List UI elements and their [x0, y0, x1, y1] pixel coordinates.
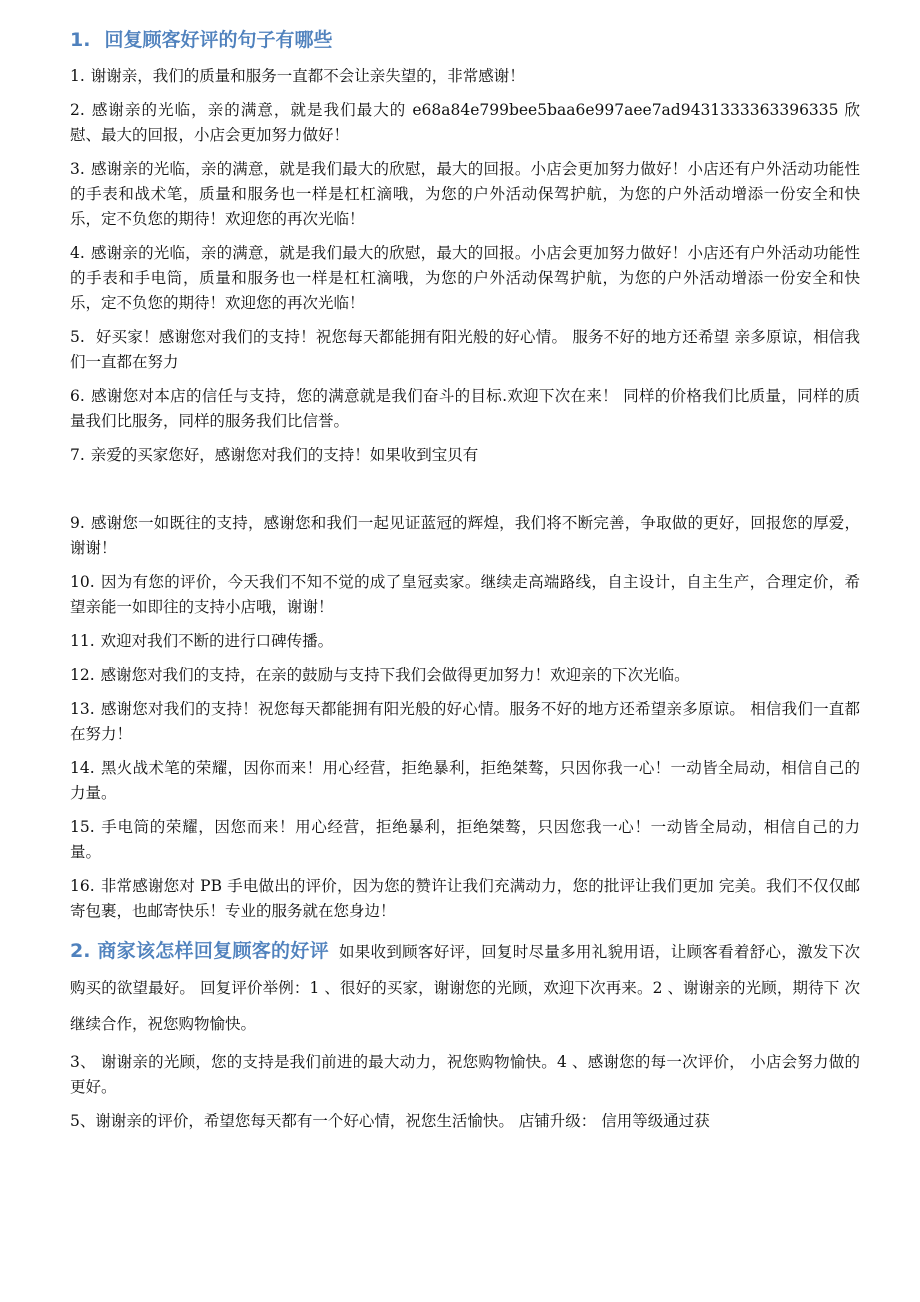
list-item: 1. 谢谢亲，我们的质量和服务一直都不会让亲失望的，非常感谢！	[70, 67, 525, 85]
list-item: 14. 黑火战术笔的荣耀，因你而来！用心经营，拒绝暴利，拒绝桀骜，只因你我一心！一动皆全局动，相信自己的力量。	[70, 759, 860, 802]
blank-gap	[70, 477, 860, 511]
section-1-heading	[70, 26, 860, 54]
tail-paragraph: 5、谢谢亲的评价，希望您每天都有一个好心情，祝您生活愉快。 店铺升级： 信用等级通过获	[70, 1112, 710, 1130]
section-2-body: 如果收到顾客好评，回复时尽量多用礼貌用语，让顾客看着舒心，激发下次购买的欲望最好。 回复评价举例：1 、很好的买家，谢谢您的光顾，欢迎下次再来。2 、谢谢亲的光顾，期待下 次继续合作，祝您购物愉快。	[70, 943, 860, 1033]
list-item: 4. 感谢亲的光临，亲的满意，就是我们最大的欣慰，最大的回报。小店会更加努力做好！小店还有户外活动功能性的手表和手电筒，质量和服务也一样是杠杠滴哦，为您的户外活动保驾护航，为您的户外活动增添一份安全和快乐，定不负您的期待！欢迎您的再次光临！	[70, 244, 860, 312]
list-item: 5. 好买家！感谢您对我们的支持！祝您每天都能拥有阳光般的好心情。 服务不好的地方还希望 亲多原谅，相信我们一直都在努力	[70, 328, 860, 371]
list-item: 3. 感谢亲的光临，亲的满意，就是我们最大的欣慰，最大的回报。小店会更加努力做好！小店还有户外活动功能性的手表和战术笔，质量和服务也一样是杠杠滴哦，为您的户外活动保驾护航，为您的户外活动增添一份安全和快乐，定不负您的期待！欢迎您的再次光临！	[70, 160, 860, 228]
list-item: 7. 亲爱的买家您好，感谢您对我们的支持！如果收到宝贝有	[70, 446, 479, 464]
list-item: 9. 感谢您一如既往的支持，感谢您和我们一起见证蓝冠的辉煌，我们将不断完善，争取做的更好，回报您的厚爱，谢谢！	[70, 514, 860, 557]
list-item: 16. 非常感谢您对 PB 手电做出的评价，因为您的赞许让我们充满动力，您的批评让我们更加 完美。我们不仅仅邮寄包裹，也邮寄快乐！专业的服务就在您身边！	[70, 877, 860, 920]
list-item: 15. 手电筒的荣耀，因您而来！用心经营，拒绝暴利，拒绝桀骜，只因您我一心！一动皆全局动，相信自己的力量。	[70, 818, 860, 861]
list-item: 13. 感谢您对我们的支持！祝您每天都能拥有阳光般的好心情。服务不好的地方还希望亲多原谅。 相信我们一直都在努力！	[70, 700, 860, 743]
tail-paragraph: 3、 谢谢亲的光顾，您的支持是我们前进的最大动力，祝您购物愉快。4 、感谢您的每一次评价， 小店会努力做的更好。	[70, 1053, 860, 1096]
list-item: 12. 感谢您对我们的支持，在亲的鼓励与支持下我们会做得更加努力！欢迎亲的下次光临。	[70, 666, 690, 684]
list-item: 11. 欢迎对我们不断的进行口碑传播。	[70, 632, 334, 650]
section-1-number: 1.	[70, 29, 91, 51]
list-item: 10. 因为有您的评价，今天我们不知不觉的成了皇冠卖家。继续走高端路线，自主设计，自主生产，合理定价，希望亲能一如即往的支持小店哦，谢谢！	[70, 573, 860, 616]
section-2-heading: 2. 商家该怎样回复顾客的好评	[70, 940, 329, 962]
section-2-paragraph	[70, 933, 860, 1042]
section-1-title: 回复顾客好评的句子有哪些	[104, 29, 333, 51]
list-item: 2. 感谢亲的光临，亲的满意，就是我们最大的 e68a84e799bee5baa6e997aee7ad9431333363396335 欣慰、最大的回报，小店会更加努力做好！	[70, 101, 860, 144]
list-item: 6. 感谢您对本店的信任与支持，您的满意就是我们奋斗的目标.欢迎下次在来！ 同样的价格我们比质量，同样的质量我们比服务，同样的服务我们比信誉。	[70, 387, 860, 430]
